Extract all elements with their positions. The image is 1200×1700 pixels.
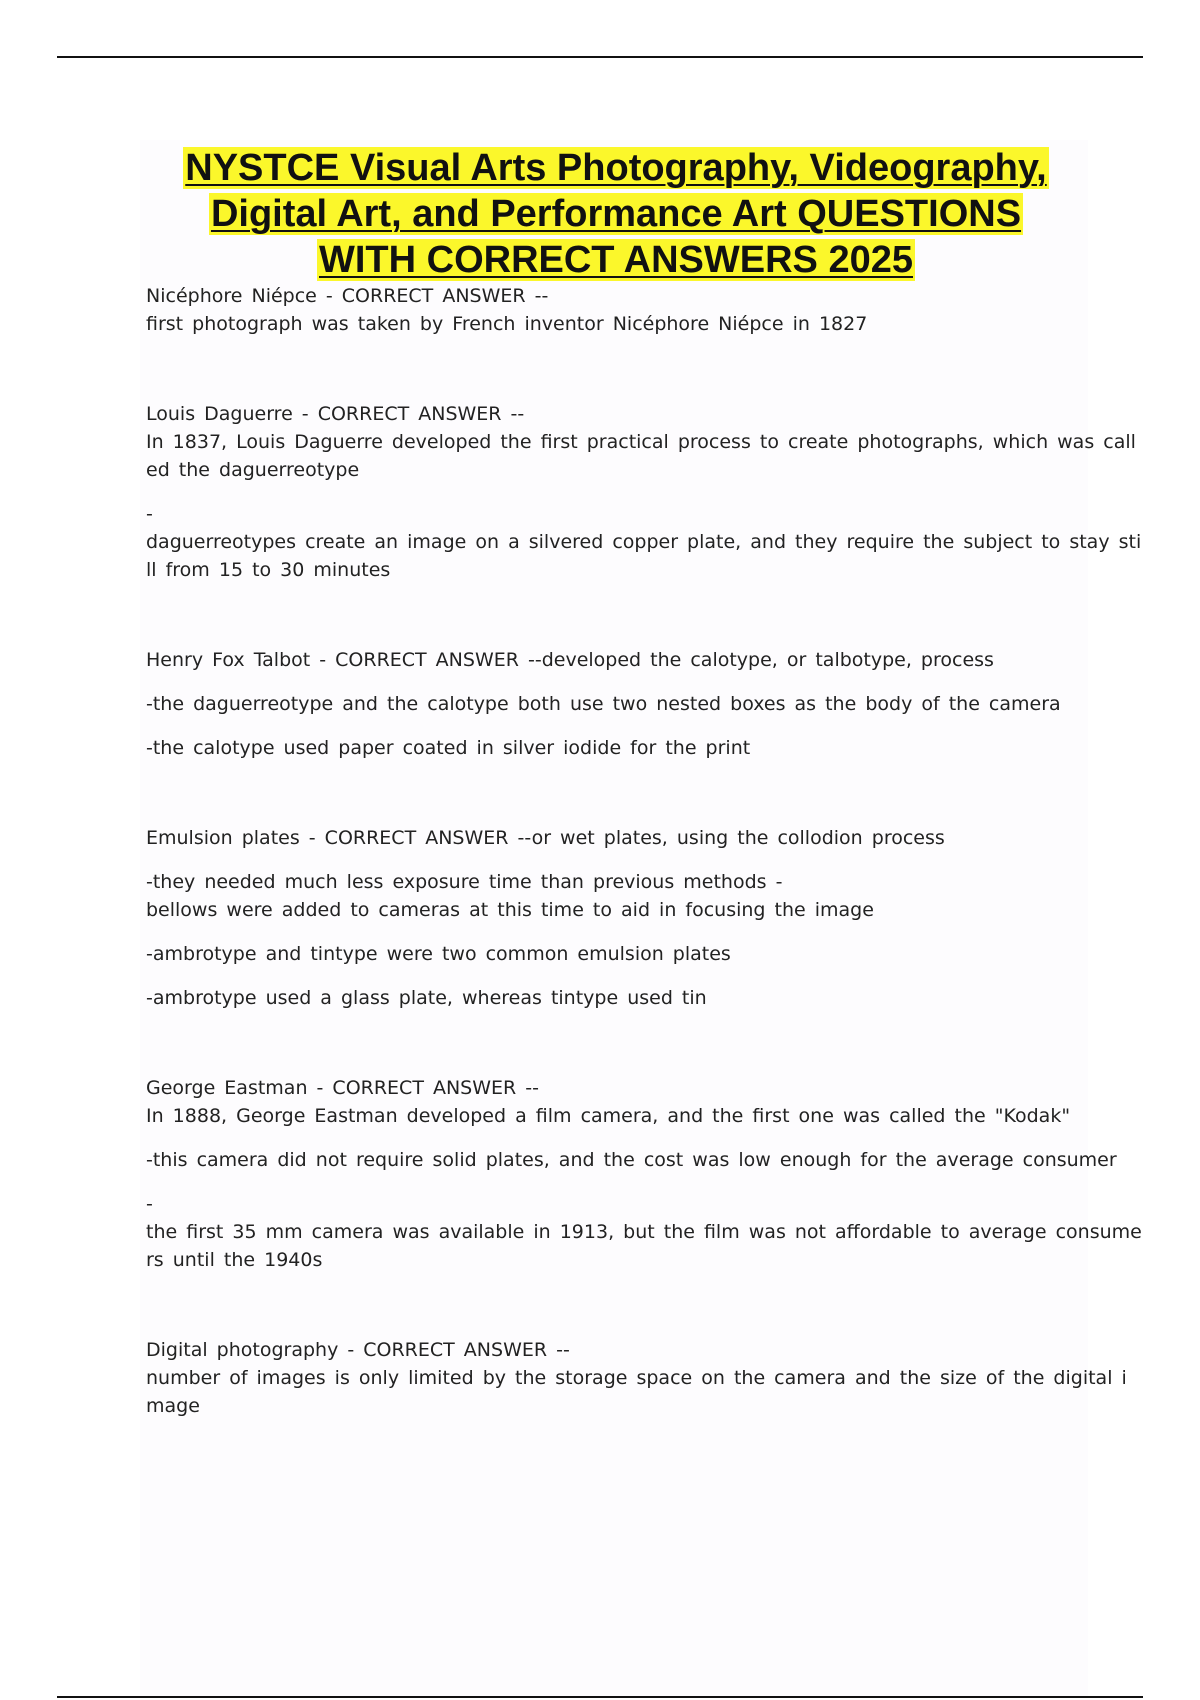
text-line: -ambrotype used a glass plate, whereas tintype used tin [146,987,707,1009]
text-line: -ambrotype and tintype were two common emulsion plates [146,943,731,965]
title-line-1: NYSTCE Visual Arts Photography, Videography, [185,147,1047,189]
answer-paragraph [146,1074,1092,1130]
text-line: rs until the 1940s [146,1249,323,1271]
entry-spacer [146,1274,1092,1336]
text-line: -this camera did not require solid plates, and the cost was low enough for the average consumer [146,1149,1117,1171]
text-line: ed the daguerreotype [146,459,360,481]
answer-paragraph [146,734,1092,762]
answer-paragraph [146,1146,1117,1174]
qa-entry [146,824,1092,1012]
answer-paragraph [146,1190,1142,1274]
qa-entry [146,1074,1142,1274]
text-line: first photograph was taken by French inventor Nicéphore Niépce in 1827 [146,313,868,335]
paragraph-spacer [146,924,1092,940]
qa-entry [146,400,1142,584]
header-rule [57,56,1143,58]
answer-paragraph [146,646,1092,674]
entry-heading-line: Nicéphore Niépce - CORRECT ANSWER -- [146,285,549,307]
text-line: -they needed much less exposure time than previous methods - [146,871,783,893]
text-line: the first 35 mm camera was available in 1913, but the film was not affordable to average consume [146,1221,1142,1243]
paragraph-spacer [146,1130,1092,1146]
qa-entry [146,1336,1127,1420]
title-line-3: WITH CORRECT ANSWERS 2025 [319,239,913,281]
paragraph-spacer [146,1174,1092,1190]
entry-spacer [146,584,1092,646]
text-line: daguerreotypes create an image on a silvered copper plate, and they require the subject to stay sti [146,531,1142,553]
answer-paragraph [146,690,1092,718]
paragraph-spacer [146,968,1092,984]
answer-paragraph [146,282,1092,338]
answer-paragraph [146,940,1092,968]
answer-paragraph [146,984,1092,1012]
entry-heading-line: Henry Fox Talbot - CORRECT ANSWER --developed the calotype, or talbotype, process [146,649,994,671]
text-line: - [146,503,153,525]
entry-heading-line: George Eastman - CORRECT ANSWER -- [146,1077,539,1099]
answer-paragraph [146,868,1092,924]
paragraph-spacer [146,674,1092,690]
entry-heading-line: Louis Daguerre - CORRECT ANSWER -- [146,403,525,425]
entry-spacer [146,1012,1092,1074]
entry-heading-line: Digital photography - CORRECT ANSWER -- [146,1339,570,1361]
text-line: bellows were added to cameras at this time to aid in focusing the image [146,899,874,921]
document-title [60,145,1172,283]
entry-spacer [146,762,1092,824]
paragraph-spacer [146,484,1092,500]
text-line: mage [146,1395,200,1417]
answer-paragraph [146,824,1092,852]
answer-paragraph [146,500,1142,584]
text-line: In 1888, George Eastman developed a film camera, and the first one was called the "Kodak" [146,1105,1071,1127]
document-body [146,282,1142,1420]
footer-rule [57,1696,1143,1698]
qa-entry [146,282,1092,338]
paragraph-spacer [146,852,1092,868]
text-line: In 1837, Louis Daguerre developed the first practical process to create photographs, which was call [146,431,1136,453]
answer-paragraph [146,400,1136,484]
text-line: -the calotype used paper coated in silver iodide for the print [146,737,751,759]
qa-entry [146,646,1092,762]
paragraph-spacer [146,718,1092,734]
answer-paragraph [146,1336,1127,1420]
text-line: ll from 15 to 30 minutes [146,559,391,581]
entry-spacer [146,338,1092,400]
text-line: -the daguerreotype and the calotype both use two nested boxes as the body of the camera [146,693,1061,715]
text-line: number of images is only limited by the storage space on the camera and the size of the digital i [146,1367,1127,1389]
entry-heading-line: Emulsion plates - CORRECT ANSWER --or wet plates, using the collodion process [146,827,945,849]
text-line: - [146,1193,153,1215]
title-line-2: Digital Art, and Performance Art QUESTIONS [210,193,1022,235]
